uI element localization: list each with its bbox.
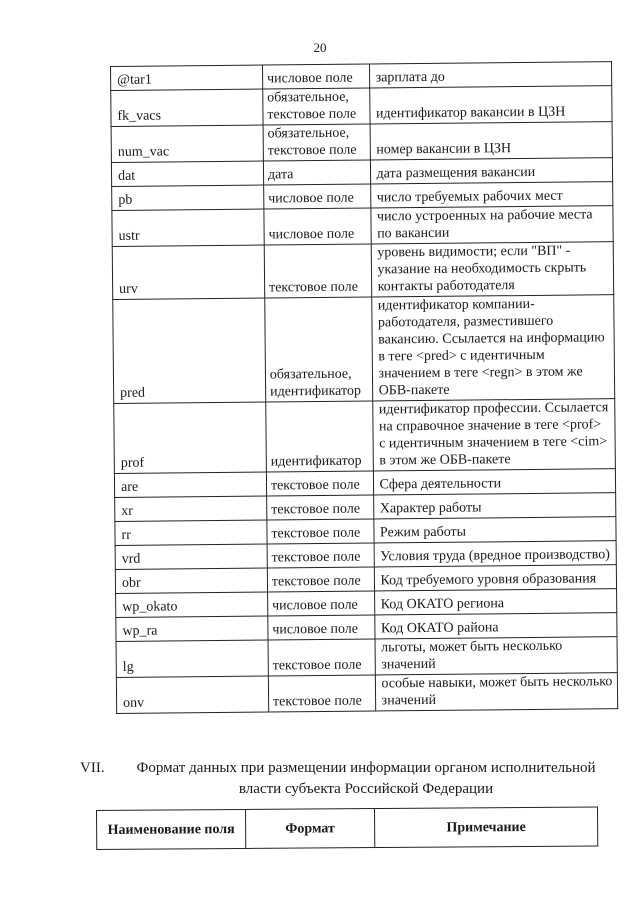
field-format-cell: числовое поле [267, 591, 374, 616]
page-number: 20 [313, 40, 327, 55]
field-note-cell: зарплата до [369, 62, 612, 88]
field-note-cell: дата размещения вакансии [370, 158, 613, 184]
field-name-cell: ustr [112, 209, 264, 246]
field-name-cell: pb [112, 185, 264, 210]
field-format-cell: числовое поле [262, 64, 369, 89]
header-row [97, 807, 598, 849]
field-name-cell: onv [116, 676, 268, 713]
field-name-cell: are [114, 472, 266, 497]
table-row [112, 242, 613, 300]
field-note-cell: Характер работы [373, 493, 616, 519]
field-format-cell: обязательное, текстовое поле [263, 88, 370, 125]
field-format-cell: числовое поле [268, 615, 375, 640]
table-row [111, 122, 612, 163]
field-name-cell: obr [115, 568, 267, 593]
field-name-cell: num_vac [111, 125, 263, 162]
field-name-cell: dat [111, 161, 263, 186]
field-format-cell: идентификатор [266, 401, 373, 472]
field-format-cell: дата [263, 160, 370, 185]
header-name: Наименование поля [97, 809, 246, 849]
field-note-cell: Режим работы [373, 517, 616, 543]
field-note-cell: идентификатор профессии. Ссылается на справочное значение в теге <prof> с идентичным значением в теге <cim> в этом же ОБВ-пакете [372, 399, 615, 471]
field-name-cell: fk_vacs [111, 89, 263, 126]
section-title: Формат данных при размещении информации органом исполнительной власти субъекта Российской Федерации [136, 760, 596, 797]
section-number: VII. [80, 760, 105, 776]
field-name-cell: vrd [115, 544, 267, 569]
field-format-cell: текстовое поле [267, 495, 374, 520]
field-name-cell: urv [112, 245, 264, 299]
format-table-header [96, 806, 598, 850]
field-note-cell: число устроенных на рабочие места по вакансии [370, 206, 613, 244]
field-note-cell: номер вакансии в ЦЗН [370, 122, 613, 160]
field-name-cell: @tar1 [111, 65, 263, 90]
fields-table [110, 61, 618, 714]
field-format-cell: текстовое поле [268, 639, 375, 676]
field-name-cell: rr [115, 520, 267, 545]
field-note-cell: число требуемых рабочих мест [370, 182, 613, 208]
field-format-cell: текстовое поле [266, 471, 373, 496]
field-format-cell: обязательное, идентификатор [265, 297, 373, 402]
field-note-cell: Код ОКАТО региона [374, 589, 617, 615]
field-note-cell: Условия труда (вредное производство) [374, 541, 617, 567]
field-name-cell: wp_ra [116, 616, 268, 641]
field-note-cell: идентификатор вакансии в ЦЗН [369, 86, 612, 124]
field-format-cell: текстовое поле [268, 675, 375, 712]
field-name-cell: pred [113, 298, 266, 403]
header-format: Формат [245, 809, 374, 849]
table-row [116, 673, 617, 714]
field-format-cell: числовое поле [264, 184, 371, 209]
header-note: Примечание [374, 807, 597, 848]
field-note-cell: Код требуемого уровня образования [374, 565, 617, 591]
table-row [114, 399, 616, 474]
field-format-cell: текстовое поле [267, 543, 374, 568]
field-name-cell: xr [115, 496, 267, 521]
field-note-cell: идентификатор компании-работодателя, разместившего вакансию. Ссылается на информацию в теге <pred> с идентичным значением в теге <regn> в этом же ОБВ-пакете [371, 295, 614, 401]
field-format-cell: текстовое поле [264, 244, 371, 298]
field-name-cell: lg [116, 640, 268, 677]
field-note-cell: особые навыки, может быть несколько значений [375, 673, 618, 711]
table-row [113, 295, 615, 404]
field-format-cell: текстовое поле [267, 567, 374, 592]
table-row [116, 637, 617, 678]
field-format-cell: текстовое поле [267, 519, 374, 544]
table-row [112, 206, 613, 247]
field-name-cell: wp_okato [116, 592, 268, 617]
field-name-cell: prof [114, 402, 267, 473]
field-note-cell: уровень видимости; если "ВП" - указание на необходимость скрыть контакты работодателя [371, 242, 614, 297]
fields-table-body [111, 62, 618, 714]
table-row [111, 86, 612, 127]
field-note-cell: льготы, может быть несколько значений [375, 637, 618, 675]
field-note-cell: Сфера деятельности [373, 469, 616, 495]
field-format-cell: обязательное, текстовое поле [263, 124, 370, 161]
field-format-cell: числовое поле [264, 208, 371, 245]
section-heading [80, 758, 610, 800]
field-note-cell: Код ОКАТО района [374, 613, 617, 639]
